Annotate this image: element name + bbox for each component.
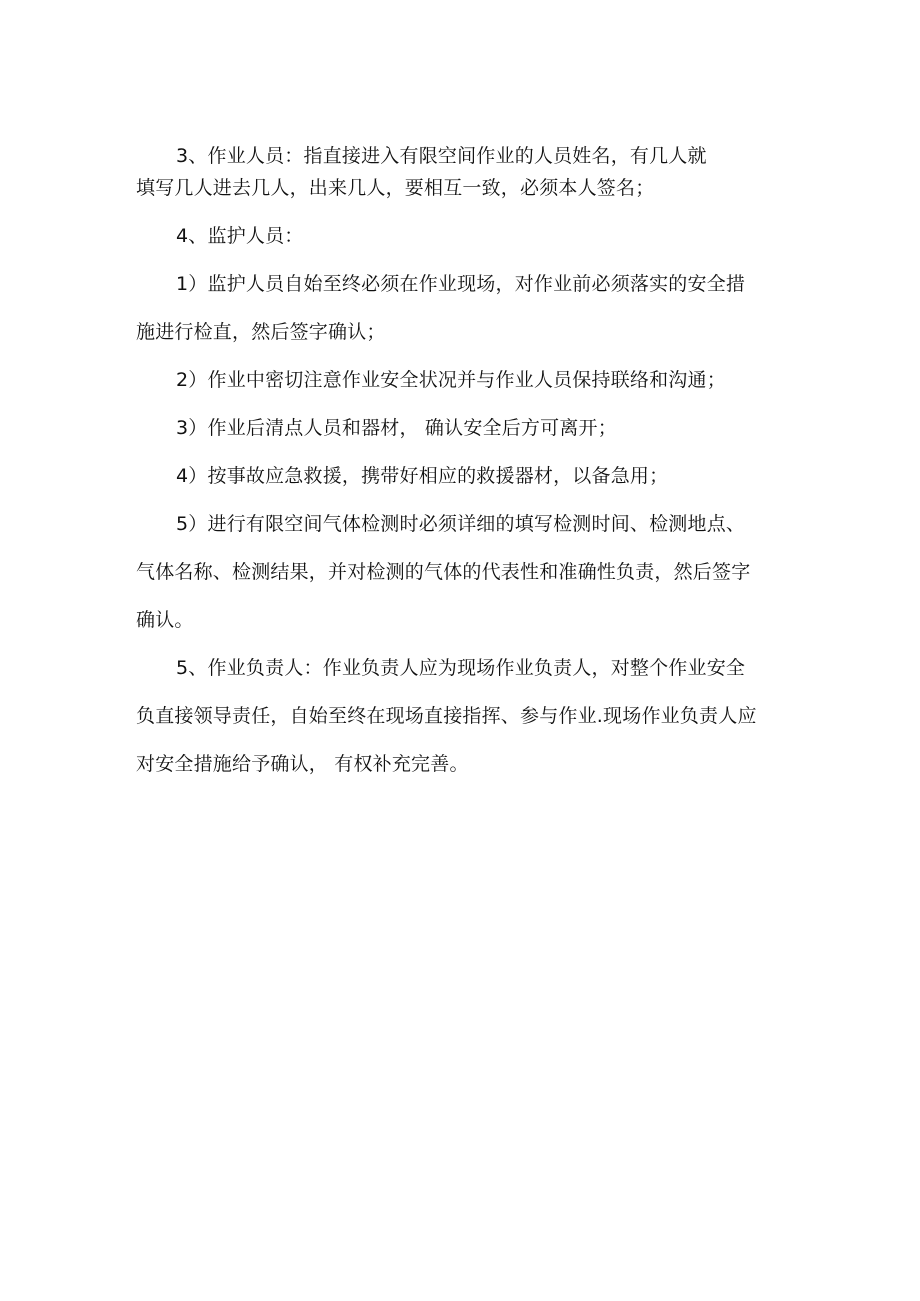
document-body xyxy=(136,140,791,780)
paragraph-workers-line-2: 填写几人进去几人，出来几人，要相互一致，必须本人签名； xyxy=(136,177,655,199)
paragraph-lead-line-1: 5、作业负责人：作业负责人应为现场作业负责人，对整个作业安全 xyxy=(176,657,746,679)
paragraph-lead-line-3: 对安全措施给予确认， 有权补充完善。 xyxy=(136,753,469,775)
item-2: 2）作业中密切注意作业安全状况并与作业人员保持联络和沟通； xyxy=(176,369,726,391)
item-4: 4）按事故应急救援，携带好相应的救援器材，以备急用； xyxy=(176,465,669,487)
item-3: 3）作业后清点人员和器材， 确认安全后方可离开； xyxy=(176,417,617,439)
item-5-line-1: 5）进行有限空间气体检测时必须详细的填写检测时间、检测地点、 xyxy=(176,513,746,535)
paragraph-lead-line-2: 负直接领导责任，自始至终在现场直接指挥、参与作业.现场作业负责人应 xyxy=(136,705,757,727)
item-1-line-1: 1）监护人员自始至终必须在作业现场，对作业前必须落实的安全措 xyxy=(176,273,746,295)
item-5-line-2: 气体名称、检测结果，并对检测的气体的代表性和准确性负责，然后签字 xyxy=(136,561,751,583)
item-5-line-3: 确认。 xyxy=(136,609,194,631)
item-1-line-2: 施进行检直，然后签字确认； xyxy=(136,321,386,343)
heading-supervisors: 4、监护人员： xyxy=(176,225,304,247)
paragraph-workers-line-1: 3、作业人员：指直接进入有限空间作业的人员姓名，有几人就 xyxy=(176,145,707,167)
